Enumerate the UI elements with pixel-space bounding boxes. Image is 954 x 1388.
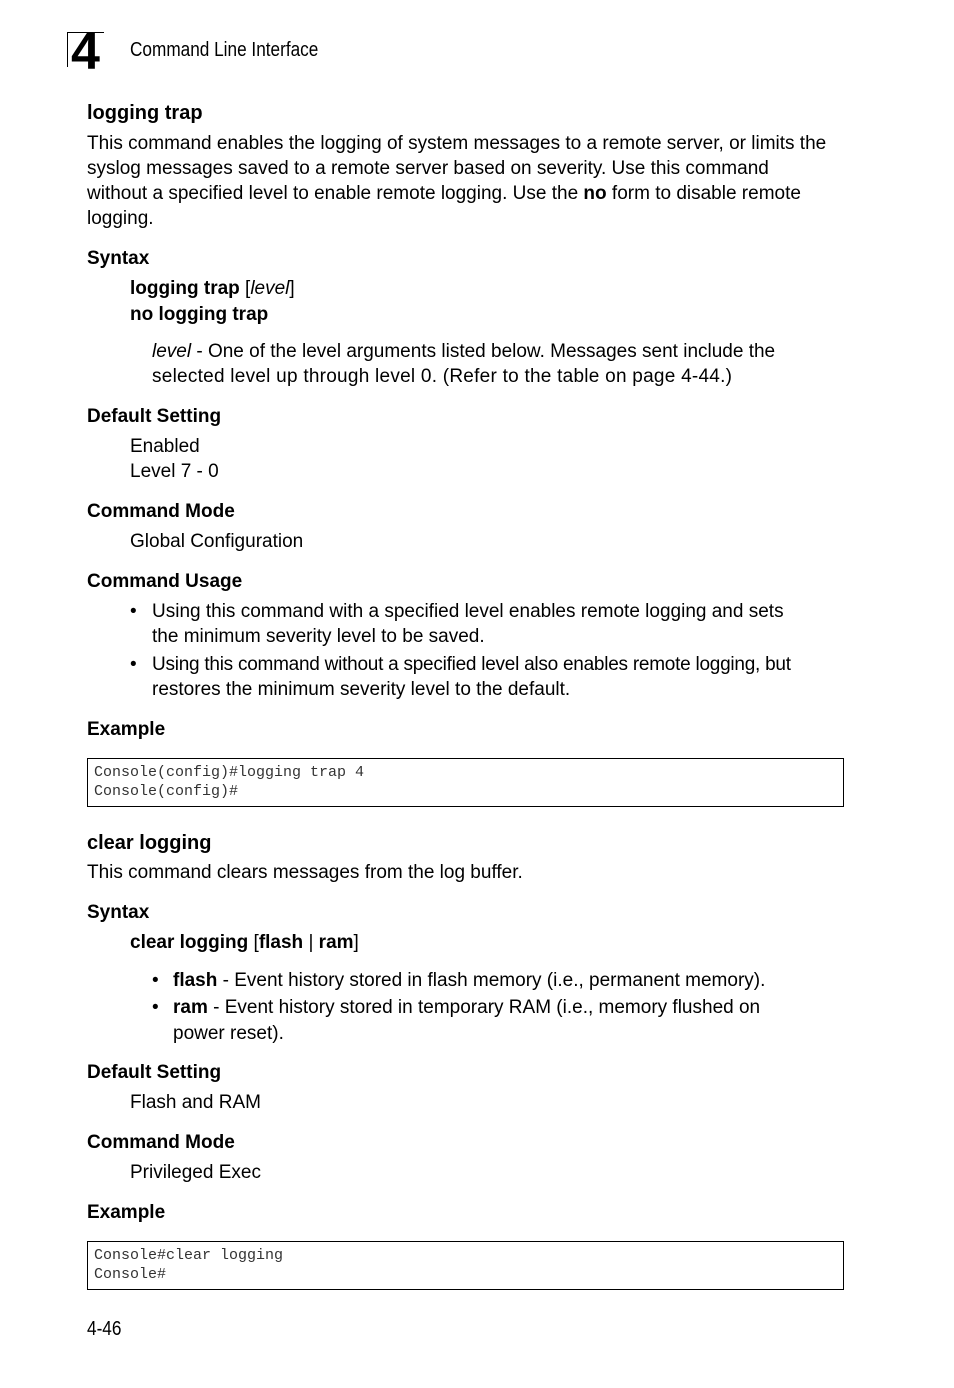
bullet-icon: •: [130, 654, 137, 675]
syntax-option-flash: flash: [258, 932, 304, 953]
syntax-option-ram: ram: [318, 932, 354, 953]
syntax-separator: |: [303, 932, 319, 953]
code-line: Console(config)#logging trap 4: [94, 764, 365, 781]
syntax-param-level: level: [250, 278, 290, 299]
param-name: flash: [173, 970, 218, 991]
default-setting-heading: Default Setting: [87, 406, 222, 427]
usage-1-line1: Using this command with a specified level enables remote logging and sets: [152, 601, 784, 622]
default-value: Flash and RAM: [130, 1092, 261, 1113]
section-title-clear-logging: clear logging: [87, 832, 212, 854]
code-line: Console#: [94, 1266, 167, 1283]
section-title-logging-trap: logging trap: [87, 102, 203, 124]
code-line: Console(config)#: [94, 783, 239, 800]
default-setting-heading: Default Setting: [87, 1062, 222, 1083]
param-desc: - Event history stored in flash memory (i.e., permanent memory).: [217, 970, 766, 991]
default-value-2: Level 7 - 0: [130, 461, 219, 482]
clear-logging-description: This command clears messages from the log buffer.: [87, 862, 523, 883]
param-name: level: [152, 341, 192, 362]
description-no-keyword: no: [583, 183, 607, 204]
syntax-heading: Syntax: [87, 902, 150, 923]
bullet-icon: •: [152, 970, 159, 991]
command-mode-heading: Command Mode: [87, 501, 235, 522]
param-level-line1: [152, 341, 775, 363]
syntax-bracket-open: [: [248, 932, 259, 953]
param-ram-line2: power reset).: [173, 1023, 284, 1044]
page-number: 4-46: [87, 1318, 122, 1340]
running-header-title: Command Line Interface: [130, 39, 319, 61]
logging-trap-description: [87, 131, 827, 231]
command-usage-heading: Command Usage: [87, 571, 243, 592]
syntax-heading: Syntax: [87, 248, 150, 269]
syntax-command-1: [130, 278, 295, 300]
syntax-bracket-open: [: [239, 278, 251, 299]
usage-1-line2: the minimum severity level to be saved.: [152, 626, 485, 647]
param-ram-line1: [173, 997, 760, 1019]
syntax-bracket-close: ]: [353, 932, 359, 953]
usage-2-line2: restores the minimum severity level to the default.: [152, 679, 571, 700]
bullet-icon: •: [152, 997, 159, 1018]
command-mode-value: Global Configuration: [130, 531, 304, 552]
param-desc: - One of the level arguments listed below. Messages sent include the: [191, 341, 776, 362]
code-example-logging-trap: [87, 758, 844, 807]
usage-2-line1: Using this command without a specified level also enables remote logging, but: [152, 654, 791, 675]
description-text-2: form to disable remote logging.: [87, 183, 801, 229]
chapter-number: 4: [71, 23, 100, 81]
syntax-command: [130, 932, 359, 954]
param-level-line2: selected level up through level 0. (Refer to the table on page 4-44.): [152, 366, 733, 387]
code-example-clear-logging: [87, 1241, 844, 1290]
code-line: Console#clear logging: [94, 1247, 284, 1264]
param-name: ram: [173, 997, 208, 1018]
default-value-1: Enabled: [130, 436, 200, 457]
bullet-icon: •: [130, 601, 137, 622]
command-mode-value: Privileged Exec: [130, 1162, 261, 1183]
syntax-bracket-close: ]: [289, 278, 295, 299]
command-mode-heading: Command Mode: [87, 1132, 235, 1153]
syntax-command-2: no logging trap: [130, 304, 269, 325]
example-heading: Example: [87, 1202, 166, 1223]
example-heading: Example: [87, 719, 166, 740]
syntax-cmd-keyword: logging trap: [130, 278, 240, 299]
syntax-cmd-keyword: clear logging: [130, 932, 249, 953]
param-desc: - Event history stored in temporary RAM (i.e., memory flushed on: [207, 997, 761, 1018]
param-flash-line: [173, 970, 765, 992]
description-text-1: This command enables the logging of system messages to a remote server, or limits the syslog messages saved to a remote server based on severity. Use this command without a specified level to enable remote logging. Use the: [87, 133, 827, 204]
